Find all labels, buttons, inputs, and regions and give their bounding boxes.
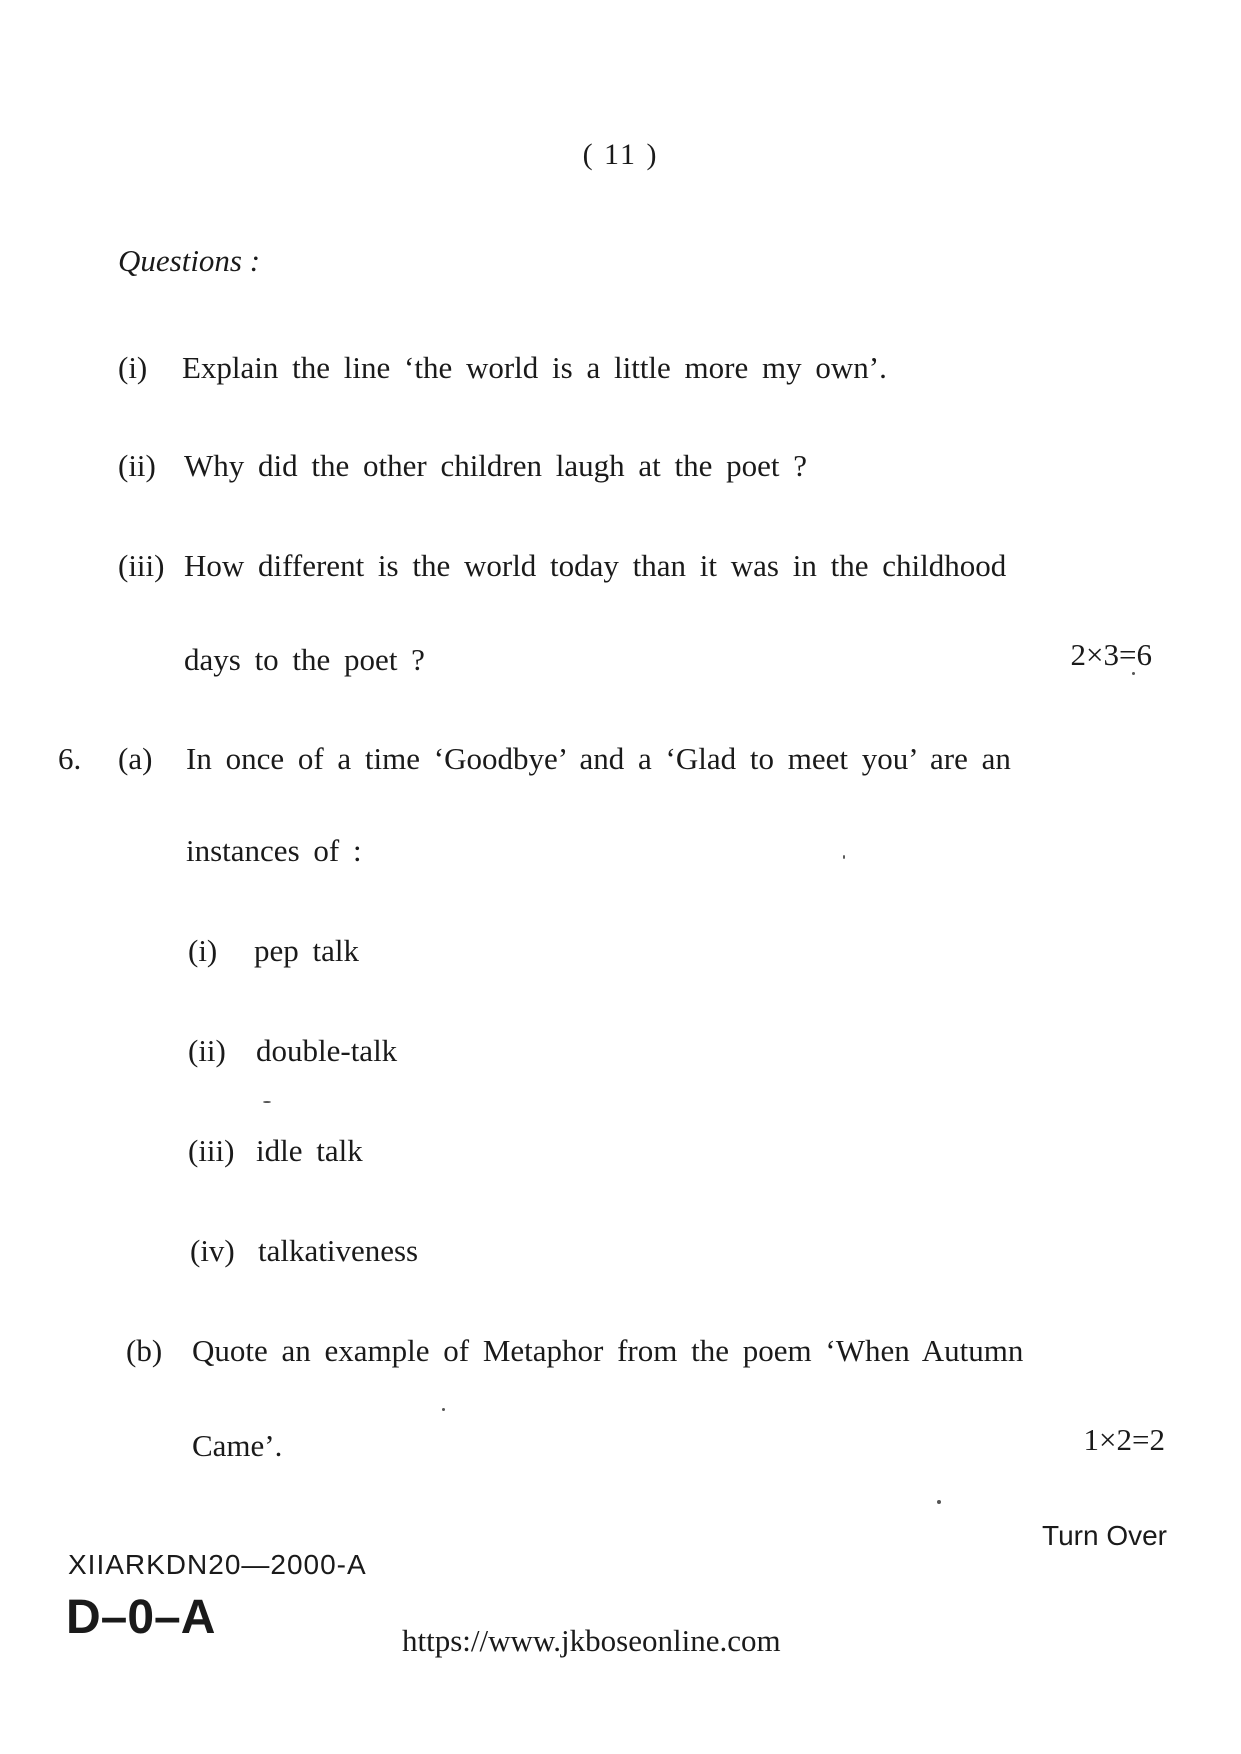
page-number: ( 11 ) <box>582 138 659 171</box>
option-text: talkativeness <box>258 1233 419 1268</box>
question-number: 6. <box>58 741 82 776</box>
question-text-continuation: days to the poet ? <box>184 642 425 677</box>
question-text-continuation: Came’. <box>192 1428 283 1463</box>
marks-allocation: 2×3=6 <box>1070 637 1152 672</box>
scan-speck <box>1132 672 1135 675</box>
section-heading: Questions : <box>118 243 261 278</box>
option-number: (i) <box>188 933 218 968</box>
option-number: (ii) <box>188 1033 226 1068</box>
question-number: (ii) <box>118 448 156 483</box>
question-number: (i) <box>118 350 148 385</box>
option-text: pep talk <box>254 933 359 968</box>
question-text-continuation: instances of : <box>186 833 362 868</box>
set-code: D–0–A <box>66 1591 216 1644</box>
scan-speck <box>442 1408 445 1411</box>
question-number: (iii) <box>118 548 165 583</box>
part-label: (a) <box>118 741 153 776</box>
option-number: (iii) <box>188 1133 235 1168</box>
question-text: Explain the line ‘the world is a little more my own’. <box>182 350 887 385</box>
marks-allocation: 1×2=2 <box>1083 1422 1165 1457</box>
part-label: (b) <box>126 1333 163 1368</box>
question-text: In once of a time ‘Goodbye’ and a ‘Glad to meet you’ are an <box>186 741 1011 776</box>
scan-speck <box>263 1101 271 1103</box>
turn-over-label: Turn Over <box>1042 1520 1167 1551</box>
source-url: https://www.jkboseonline.com <box>402 1623 781 1658</box>
option-text: double-talk <box>256 1033 398 1068</box>
scan-speck <box>843 855 845 859</box>
question-text: Why did the other children laugh at the poet ? <box>184 448 808 483</box>
paper-code: XIIARKDN20—2000-A <box>68 1549 367 1580</box>
scan-speck <box>937 1500 941 1504</box>
option-text: idle talk <box>256 1133 363 1168</box>
question-text: How different is the world today than it was in the childhood <box>184 548 1007 583</box>
question-text: Quote an example of Metaphor from the poem ‘When Autumn <box>192 1333 1024 1368</box>
option-number: (iv) <box>190 1233 235 1268</box>
